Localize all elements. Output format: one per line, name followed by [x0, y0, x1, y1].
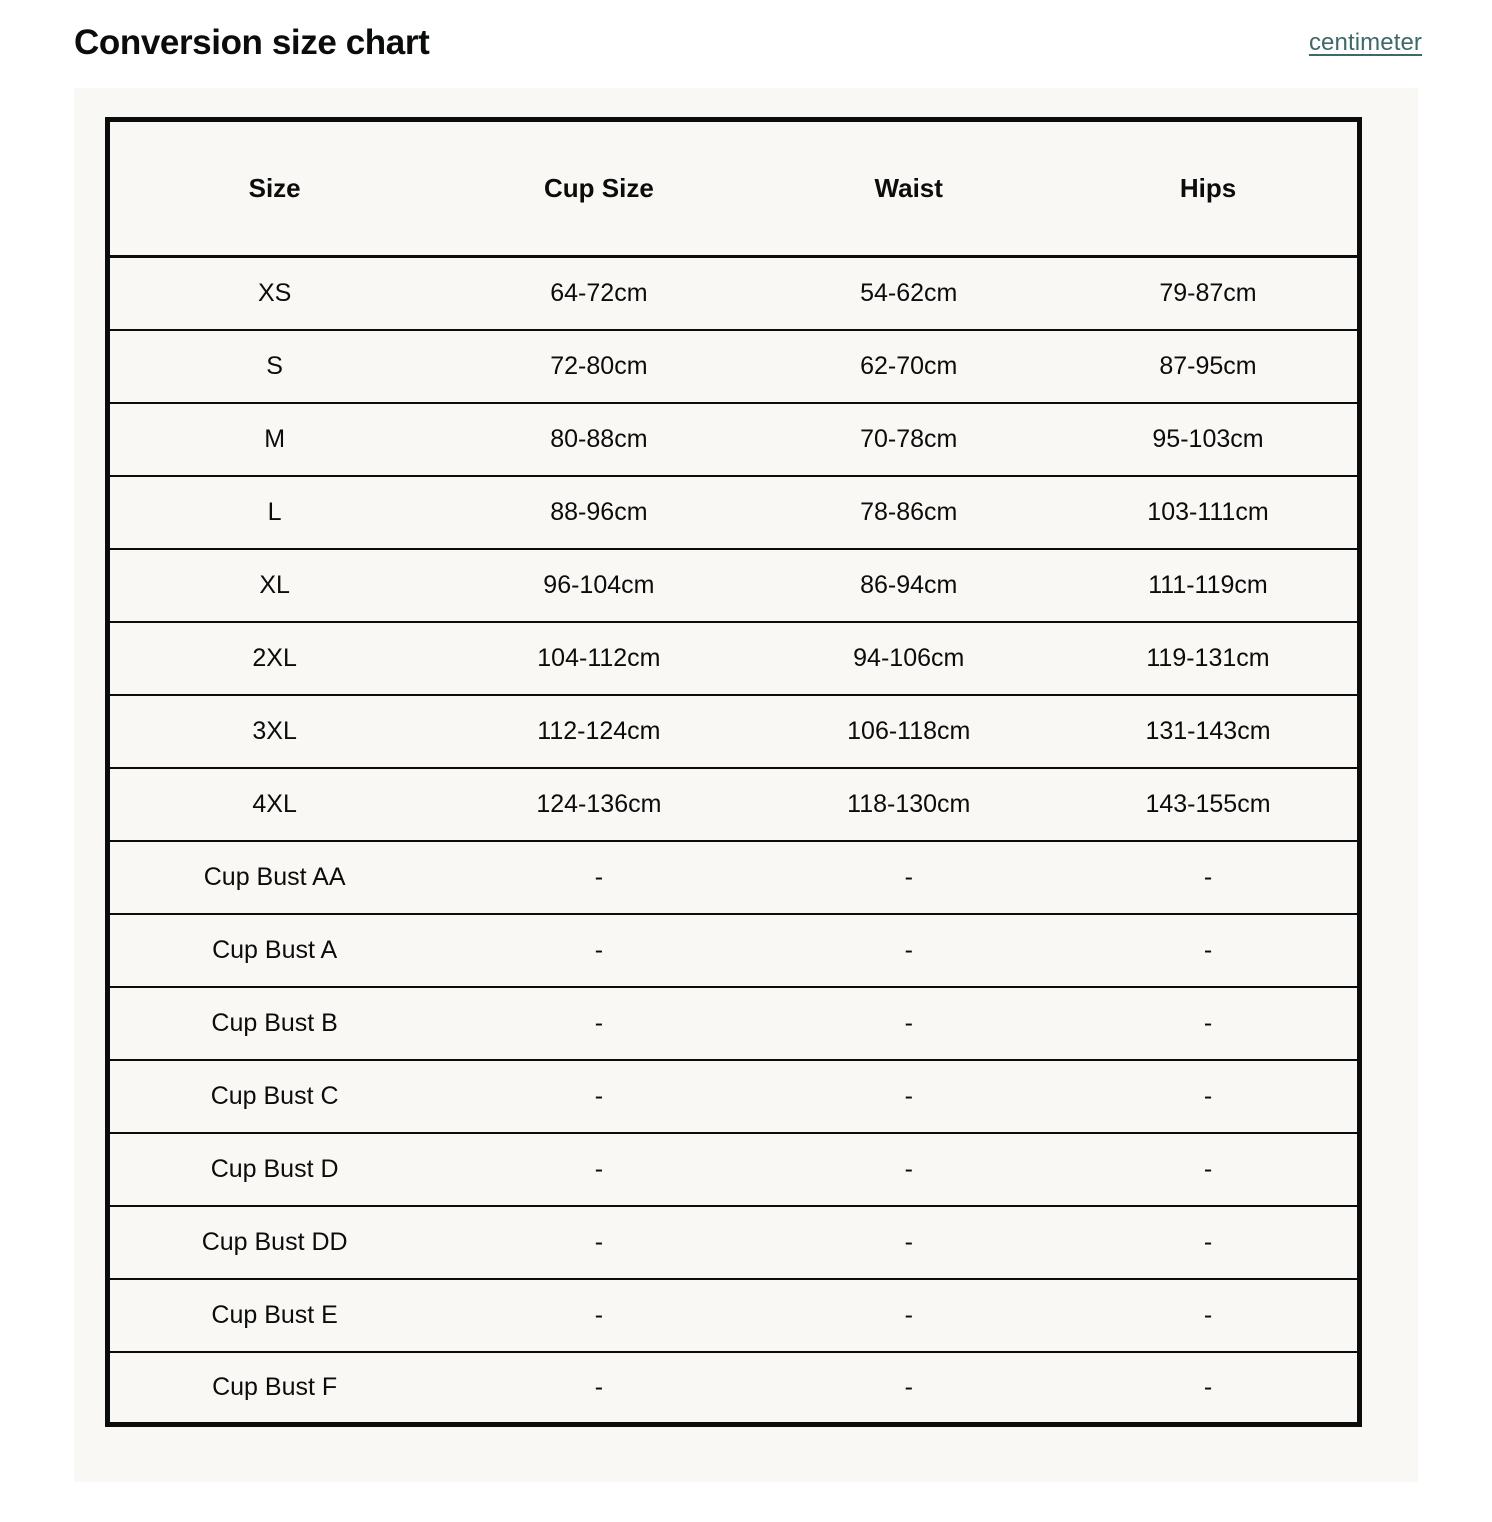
cell-cup-size: 88-96cm: [439, 476, 758, 549]
table-row: [108, 257, 1360, 330]
cell-hips: -: [1059, 987, 1360, 1060]
conversion-size-table: [105, 117, 1362, 1427]
cell-hips: 131-143cm: [1059, 695, 1360, 768]
cell-cup-size: -: [439, 987, 758, 1060]
cell-cup-size: -: [439, 914, 758, 987]
cell-cup-size: 64-72cm: [439, 257, 758, 330]
cell-hips: 143-155cm: [1059, 768, 1360, 841]
unit-toggle-link[interactable]: centimeter: [1308, 29, 1422, 56]
cell-size: 4XL: [108, 768, 440, 841]
table-row: [108, 1206, 1360, 1279]
cell-size: Cup Bust DD: [108, 1206, 440, 1279]
cell-waist: -: [759, 1060, 1059, 1133]
cell-size: L: [108, 476, 440, 549]
table-row: [108, 1060, 1360, 1133]
cell-hips: -: [1059, 1060, 1360, 1133]
cell-size: 3XL: [108, 695, 440, 768]
column-header-size: Size: [108, 120, 440, 257]
table-row: [108, 768, 1360, 841]
table-row: [108, 330, 1360, 403]
cell-waist: -: [904, 1372, 913, 1401]
cell-size: Cup Bust AA: [108, 841, 440, 914]
cell-size: XL: [108, 549, 440, 622]
table-header: [108, 120, 1360, 257]
cell-waist: 62-70cm: [759, 330, 1059, 403]
table-row: [108, 1352, 1360, 1425]
cell-cup-size: -: [439, 841, 758, 914]
cell-size: Cup Bust E: [108, 1279, 440, 1352]
cell-size: Cup Bust D: [108, 1133, 440, 1206]
table-row: [108, 622, 1360, 695]
cell-cup-size: 96-104cm: [439, 549, 758, 622]
cell-hips: 111-119cm: [1059, 549, 1360, 622]
table-header-row: [108, 120, 1360, 257]
cell-cup-size: 104-112cm: [439, 622, 758, 695]
cell-cup-size: 80-88cm: [439, 403, 758, 476]
column-header-cup-size: Cup Size: [439, 120, 758, 257]
cell-cup-size: 72-80cm: [439, 330, 758, 403]
cell-waist: 70-78cm: [759, 403, 1059, 476]
table-row: [108, 695, 1360, 768]
cell-cup-size: 112-124cm: [439, 695, 758, 768]
cell-hips: -: [1203, 1372, 1213, 1401]
cell-waist: 54-62cm: [759, 257, 1059, 330]
cell-size: Cup Bust B: [108, 987, 440, 1060]
cell-waist: 106-118cm: [759, 695, 1059, 768]
table-body: [108, 257, 1360, 1425]
cell-hips: -: [1059, 1279, 1360, 1352]
cell-size: M: [108, 403, 440, 476]
cell-hips: 119-131cm: [1059, 622, 1360, 695]
cell-cup-size: -: [439, 1133, 758, 1206]
cell-size: Cup Bust F: [212, 1372, 338, 1401]
cell-size: S: [108, 330, 440, 403]
cell-cup-size: -: [439, 1206, 758, 1279]
page-title: Conversion size chart: [74, 23, 430, 62]
table-row: [108, 1279, 1360, 1352]
cell-size: 2XL: [108, 622, 440, 695]
table-row: [108, 403, 1360, 476]
table-row: [108, 841, 1360, 914]
cell-waist: 86-94cm: [759, 549, 1059, 622]
table-row: [108, 987, 1360, 1060]
cell-waist: -: [759, 841, 1059, 914]
cell-cup-size: 124-136cm: [439, 768, 758, 841]
cell-waist: -: [759, 1206, 1059, 1279]
column-header-waist: Waist: [759, 120, 1059, 257]
cell-waist: -: [759, 1279, 1059, 1352]
table-row: [108, 549, 1360, 622]
cell-waist: 78-86cm: [759, 476, 1059, 549]
cell-cup-size: -: [439, 1060, 758, 1133]
cell-waist: -: [759, 1133, 1059, 1206]
cell-hips: 103-111cm: [1059, 476, 1360, 549]
cell-hips: 95-103cm: [1059, 403, 1360, 476]
cell-waist: 118-130cm: [759, 768, 1059, 841]
table-row: [108, 476, 1360, 549]
page-header: [0, 0, 1492, 64]
cell-size: Cup Bust C: [108, 1060, 440, 1133]
cell-waist: -: [759, 914, 1059, 987]
cell-hips: -: [1059, 1206, 1360, 1279]
cell-hips: -: [1059, 1133, 1360, 1206]
cell-hips: -: [1059, 914, 1360, 987]
cell-hips: 87-95cm: [1059, 330, 1360, 403]
table-row: [108, 914, 1360, 987]
cell-hips: 79-87cm: [1059, 257, 1360, 330]
cell-waist: -: [759, 987, 1059, 1060]
column-header-hips: Hips: [1059, 120, 1360, 257]
cell-cup-size: -: [439, 1279, 758, 1352]
cell-hips: -: [1059, 841, 1360, 914]
cell-cup-size: -: [594, 1372, 604, 1401]
cell-size: Cup Bust A: [108, 914, 440, 987]
table-row: [108, 1133, 1360, 1206]
cell-size: XS: [108, 257, 440, 330]
cell-waist: 94-106cm: [759, 622, 1059, 695]
size-chart-panel: [74, 88, 1418, 1482]
